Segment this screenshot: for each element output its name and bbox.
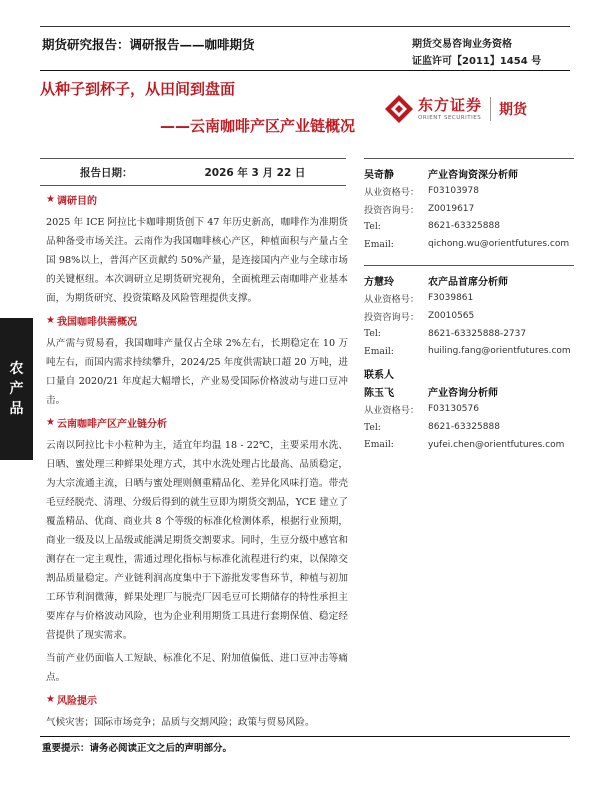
header-bottom-rule (40, 70, 570, 71)
logo-text (418, 97, 482, 121)
category-side-tab (0, 318, 33, 460)
section-heading-text: 我国咖啡供需概况 (56, 317, 137, 328)
contact-info-row (364, 436, 574, 454)
analyst-info-row (364, 182, 574, 200)
star-icon: ★ (46, 315, 55, 326)
info-key: Email: (364, 439, 394, 451)
info-key: Email: (364, 345, 394, 357)
logo-company-cn: 东方证券 (418, 96, 483, 114)
section-heading-text: 调研目的 (56, 196, 97, 207)
section-research-purpose (46, 192, 348, 308)
analyst-info-row (364, 307, 574, 325)
info-key: Tel: (364, 421, 381, 433)
logo-divider (490, 97, 491, 121)
info-key: 从业资格号： (364, 405, 420, 417)
side-tab-char: 产 (9, 381, 24, 397)
info-key: 投资咨询号： (364, 311, 420, 323)
report-type: 期货研究报告：调研报告——咖啡期货 (42, 37, 255, 52)
orient-logo-icon (384, 94, 414, 124)
contact-role: 产业咨询分析师 (428, 388, 498, 400)
analyst-role: 农产品首席分析师 (428, 277, 508, 289)
email-link[interactable]: qichong.wu@orientfutures.com (428, 239, 570, 250)
logo-futures: 期货 (499, 102, 528, 118)
contact-info-row (364, 400, 574, 418)
analyst-info-row (364, 325, 574, 343)
analyst-column (364, 158, 574, 454)
analyst-info-row (364, 200, 574, 218)
section-risk-warning (46, 692, 348, 732)
contact-info-row (364, 418, 574, 436)
summary-column (46, 192, 348, 737)
info-value: Z0019617 (428, 203, 475, 214)
contact-name: 陈玉飞 (364, 388, 394, 400)
license-info (412, 36, 541, 70)
liaison-label: 联系人 (364, 370, 394, 382)
analyst-header (364, 272, 574, 289)
analyst-card (364, 265, 574, 360)
star-icon: ★ (46, 417, 55, 428)
info-key: Tel: (364, 328, 381, 340)
info-value: F03130576 (428, 404, 479, 415)
license-line-1: 期货交易咨询业务资格 (412, 39, 512, 50)
analyst-card (364, 158, 574, 253)
report-title: 从种子到杯子，从田间到盘面 (40, 80, 236, 98)
analyst-name: 方慧玲 (364, 277, 394, 289)
section-heading (46, 192, 348, 207)
section-supply-demand (46, 313, 348, 410)
section-paragraph: 2025 年 ICE 阿拉比卡咖啡期货创下 47 年历史新高，咖啡作为准期货品种备受市场关注。云南作为我国咖啡核心产区，种植面积与产量占全国 98%以上，普洱产区贡献约 50%产量，是连接国内产业与全球市场的关键枢纽。本次调研立足期货研究视角，全面梳理云南咖啡产业基本面，为期货研究、投资策略及风险管理提供支撑。 (46, 217, 348, 304)
header-top-rule (40, 26, 570, 27)
info-value: F03103978 (428, 185, 479, 196)
info-key: 投资咨询号： (364, 204, 420, 216)
section-paragraph: 当前产业仍面临人工短缺、标准化不足、附加值偏低、进口豆冲击等痛点。 (46, 653, 348, 683)
info-key: 从业资格号： (364, 294, 420, 306)
side-tab-char: 农 (9, 361, 24, 377)
email-link[interactable]: huiling.fang@orientfutures.com (428, 346, 571, 357)
contact-header (364, 383, 574, 400)
section-industry-chain (46, 415, 348, 687)
report-date-label: 报告日期： (80, 166, 133, 179)
section-heading (46, 313, 348, 328)
section-heading-text: 云南咖啡产区产业链分析 (56, 419, 167, 430)
section-heading (46, 692, 348, 707)
section-heading (46, 415, 348, 430)
footer-rule (40, 736, 570, 737)
info-value: 8621-63325888 (428, 221, 500, 232)
side-tab-char: 品 (9, 401, 24, 417)
section-paragraph: 气候灾害；国际市场竞争；品质与交割风险；政策与贸易风险。 (46, 717, 315, 728)
license-line-2: 证监许可【2011】1454 号 (412, 56, 542, 67)
footer-notice: 重要提示：请务必阅读正文之后的声明部分。 (42, 743, 233, 754)
report-date-row (40, 158, 346, 186)
info-key: Tel: (364, 220, 381, 232)
contact-card (364, 383, 574, 453)
report-subtitle: ——云南咖啡产区产业链概况 (160, 117, 356, 135)
info-value: 8621-63325888-2737 (428, 328, 527, 339)
section-paragraph: 从产需与贸易看，我国咖啡产量仅占全球 2%左右，长期稳定在 10 万吨左右，而国内需求持续攀升，2024/25 年度供需缺口超 20 万吨，进口量自 2020/21 年度起大幅增长，产业易受国际价格波动与进口豆冲击。 (46, 338, 348, 406)
info-key: Email: (364, 238, 394, 250)
info-value: F3039861 (428, 293, 474, 304)
star-icon: ★ (46, 694, 55, 705)
info-key: 从业资格号： (364, 186, 420, 198)
email-link[interactable]: yufei.chen@orientfutures.com (428, 439, 565, 450)
analyst-role: 产业咨询资深分析师 (428, 170, 518, 181)
logo-company-en: ORIENT SECURITIES (418, 115, 482, 121)
report-date-value: 2026 年 3 月 22 日 (204, 166, 306, 179)
analyst-info-row (364, 218, 574, 236)
star-icon: ★ (46, 194, 55, 205)
analyst-header (364, 165, 574, 182)
analyst-name: 吴奇静 (364, 170, 394, 181)
info-value: Z0010565 (428, 310, 475, 321)
analyst-info-row (364, 235, 574, 253)
info-value: 8621-63325888 (428, 422, 500, 433)
analyst-info-row (364, 343, 574, 361)
analyst-info-row (364, 289, 574, 307)
company-logo (384, 91, 570, 127)
section-heading-text: 风险提示 (56, 696, 97, 707)
section-paragraph: 云南以阿拉比卡小粒种为主，适宜年均温 18 - 22℃，主要采用水洗、日晒、蜜处理三种鲜果处理方式，其中水洗处理占比最高、品质稳定，为大宗流通主流，日晒与蜜处理则侧重精品化、差异化风味打造。带壳毛豆经脱壳、清理、分级后得到的就生豆即为期货交割品，YCE 建立了覆盖精品、优商、商业共 8 个等级的标准化检测体系，根据行业预期，商业一级及以上品级或能满足期货交割要求。同时，生豆分级中感官和测存在一定主观性，需通过理化指标与标准化流程进行约束，以保障交割品质量稳定。产业链利润高度集中于下游批发零售环节，种植与初加工环节利润微薄，鲜果处理厂与脱壳厂因毛豆可长期储存的特性承担主要库存与价格波动风险，也为企业利用期货工具进行套期保值、稳定经营提供了现实需求。 (46, 440, 348, 641)
